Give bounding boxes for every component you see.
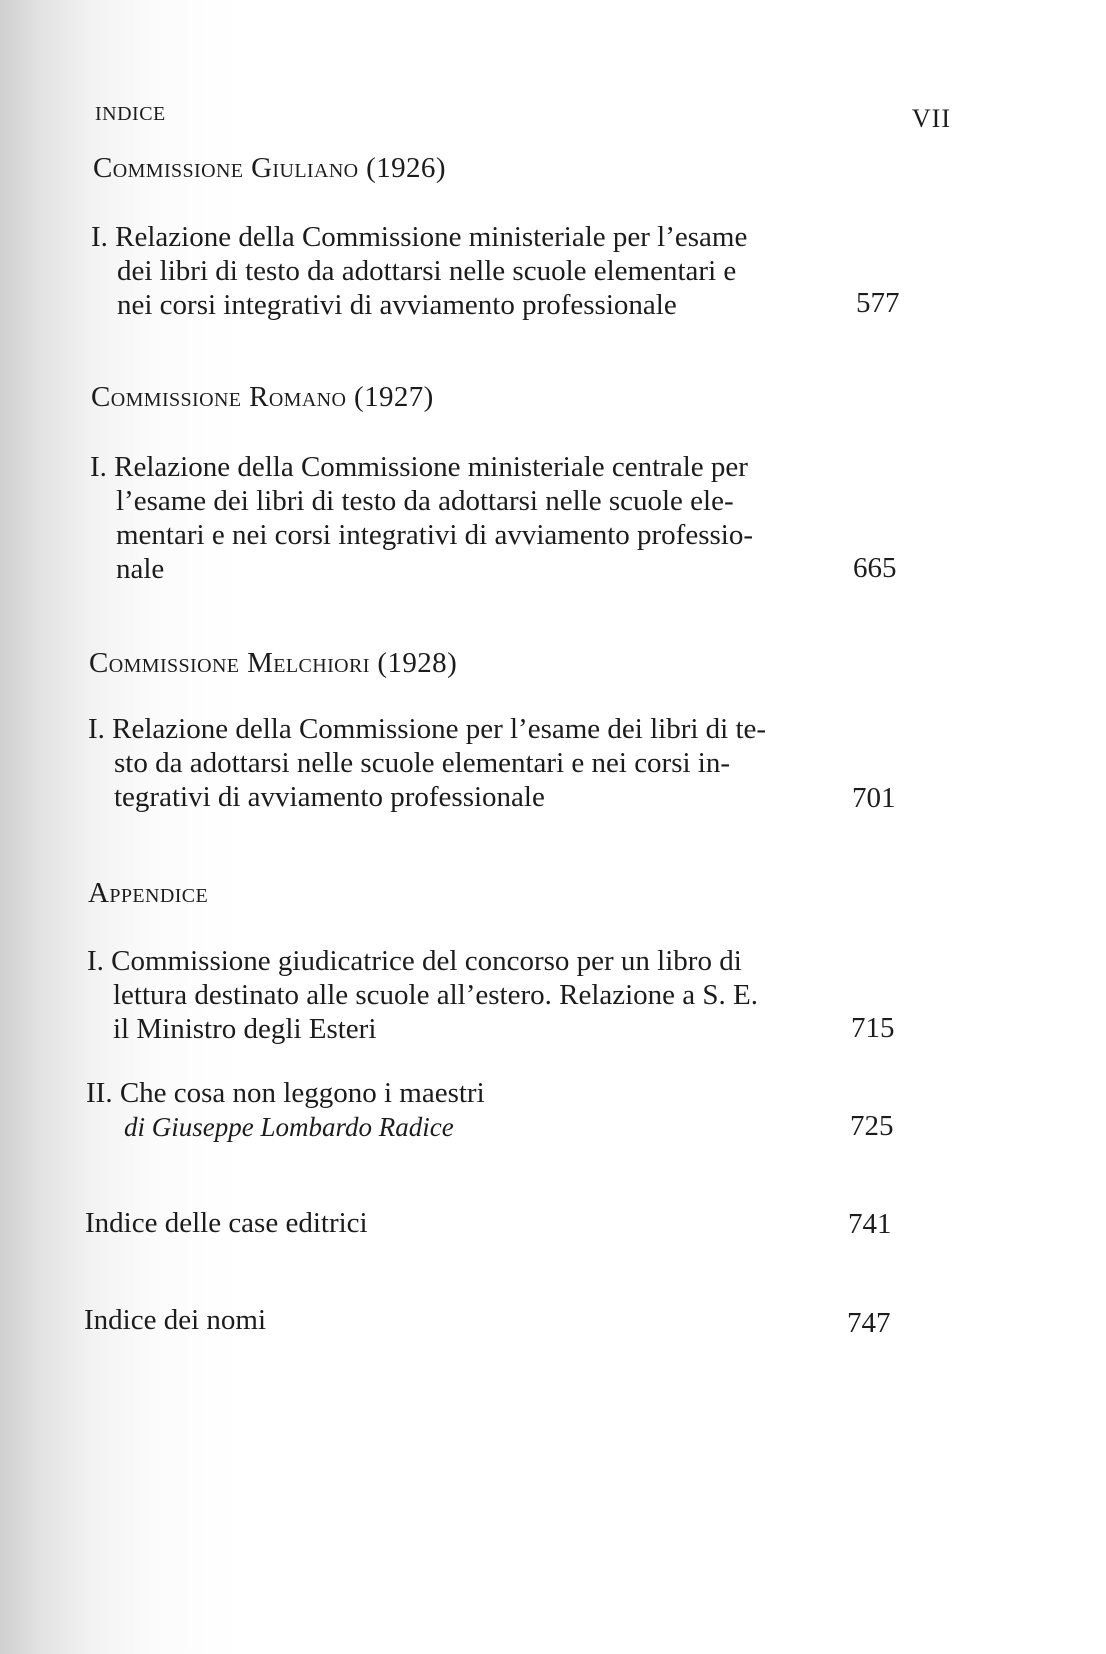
- index-page-number: 747: [847, 1307, 891, 1339]
- entry-line: I. Relazione della Commissione ministeriale per l’esame: [91, 221, 748, 253]
- index-nomi: [84, 1303, 266, 1337]
- entry-line: il Ministro degli Esteri: [113, 1013, 377, 1045]
- page-number: VII: [911, 104, 951, 133]
- index-label: Indice delle case editrici: [85, 1207, 368, 1239]
- entry-line: tegrativi di avviamento professionale: [114, 781, 545, 813]
- entry-page-number: 665: [853, 552, 897, 584]
- entry-line: mentari e nei corsi integrativi di avviamento professio-: [116, 519, 753, 551]
- entry-line: dei libri di testo da adottarsi nelle scuole elementari e: [117, 255, 737, 287]
- entry-line: I. Relazione della Commissione ministeriale centrale per: [90, 451, 748, 483]
- entry-page-number: 701: [852, 782, 896, 814]
- entry-line: l’esame dei libri di testo da adottarsi nelle scuole ele-: [116, 485, 734, 517]
- index-case-editrici: [85, 1206, 368, 1240]
- section-title-melchiori: Commissione Melchiori (1928): [89, 647, 458, 679]
- index-page-number: 741: [848, 1208, 892, 1240]
- toc-entry-appendice-maestri: [86, 1076, 485, 1144]
- toc-entry-giuliano-relazione: [91, 220, 747, 322]
- toc-entry-appendice-commissione: [87, 944, 758, 1046]
- section-title-romano: Commissione Romano (1927): [91, 381, 434, 413]
- entry-line: II. Che cosa non leggono i maestri: [86, 1077, 485, 1109]
- entry-page-number: 577: [856, 287, 900, 319]
- entry-page-number: 715: [851, 1012, 895, 1044]
- toc-entry-romano-relazione: [90, 450, 753, 586]
- section-title-giuliano: Commissione Giuliano (1926): [93, 152, 446, 184]
- entry-line: nale: [116, 553, 165, 585]
- running-head: INDICE: [95, 103, 166, 125]
- entry-line: lettura destinato alle scuole all’estero. Relazione a S. E.: [113, 979, 759, 1011]
- entry-line: nei corsi integrativi di avviamento professionale: [117, 289, 677, 321]
- index-label: Indice dei nomi: [84, 1304, 267, 1336]
- section-title-appendice: Appendice: [88, 877, 209, 909]
- toc-entry-melchiori-relazione: [88, 712, 766, 814]
- entry-author: di Giuseppe Lombardo Radice: [124, 1112, 454, 1142]
- entry-page-number: 725: [850, 1110, 894, 1142]
- entry-line: I. Relazione della Commissione per l’esame dei libri di te-: [88, 713, 767, 745]
- entry-line: sto da adottarsi nelle scuole elementari e nei corsi in-: [114, 747, 731, 779]
- entry-line: I. Commissione giudicatrice del concorso per un libro di: [87, 945, 742, 977]
